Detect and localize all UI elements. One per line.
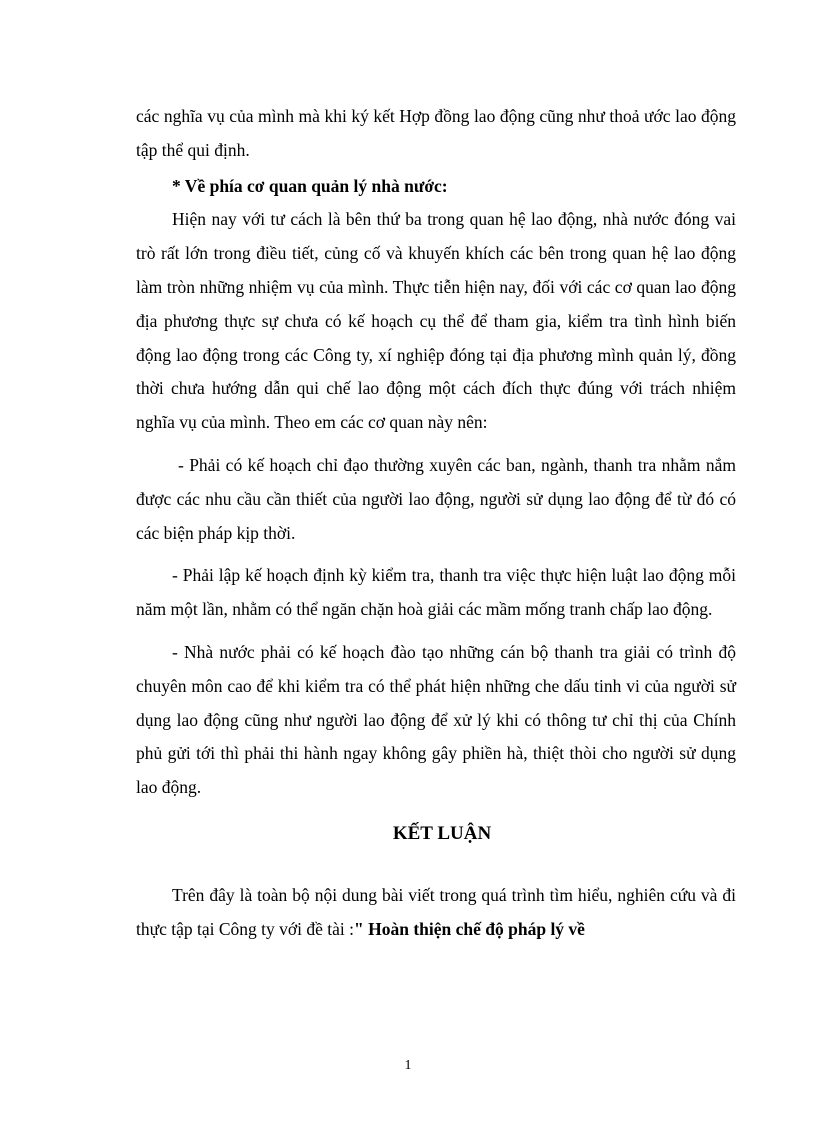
bullet-direct-plan: - Phải có kế hoạch chỉ đạo thường xuyên các ban, ngành, thanh tra nhằm nắm được các nhu cầu cần thiết của người lao động, người sử dụng lao động để từ đó có các biện pháp kịp thời. (136, 454, 736, 543)
paragraph-conclusion (136, 879, 736, 947)
section-heading-state-agency: * Về phía cơ quan quản lý nhà nước: (172, 175, 448, 196)
bullet-training-plan: - Nhà nước phải có kế hoạch đào tạo những cán bộ thanh tra giải có trình độ chuyên môn cao để khi kiểm tra có thể phát hiện những che dấu tinh vi của người sử dụng lao động cũng như người lao động để xử lý khi có thông tư chỉ thị của Chính phủ gửi tới thì phải thi hành ngay không gây phiền hà, thiệt thòi cho người sử dụng lao động. (136, 641, 736, 798)
thesis-topic-title: " Hoàn thiện chế độ pháp lý về (354, 918, 585, 939)
conclusion-text: Trên đây là toàn bộ nội dung bài viết trong quá trình tìm hiểu, nghiên cứu và đi thực tập tại Công ty với đề tài : (136, 884, 736, 939)
page-body (136, 100, 736, 947)
paragraph-obligations: các nghĩa vụ của mình mà khi ký kết Hợp đồng lao động cũng như thoả ước lao động tập thể qui định. (136, 106, 736, 160)
conclusion-title (136, 817, 736, 851)
page-number: 1 (404, 1058, 412, 1073)
bullet-inspection-plan: - Phải lập kế hoạch định kỳ kiểm tra, thanh tra việc thực hiện luật lao động mỗi năm một lần, nhằm có thể ngăn chặn hoà giải các mầm mống tranh chấp lao động. (136, 565, 736, 620)
paragraph-state-role: Hiện nay với tư cách là bên thứ ba trong quan hệ lao động, nhà nước đóng vai trò rất lớn trong điều tiết, củng cố và khuyến khích các bên trong quan hệ lao động làm tròn những nhiệm vụ của mình. Thực tiễn hiện nay, đối với các cơ quan lao động địa phương thực sự chưa có kế hoạch cụ thể để tham gia, kiểm tra tình hình biến động lao động trong các Công ty, xí nghiệp đóng tại địa phương mình quản lý, đồng thời chưa hướng dẫn qui chế lao động một cách đích thực đúng với trách nhiệm nghĩa vụ của mình. Theo em các cơ quan này nên: (136, 209, 736, 433)
conclusion-title-text: KẾT LUẬN (392, 822, 492, 844)
